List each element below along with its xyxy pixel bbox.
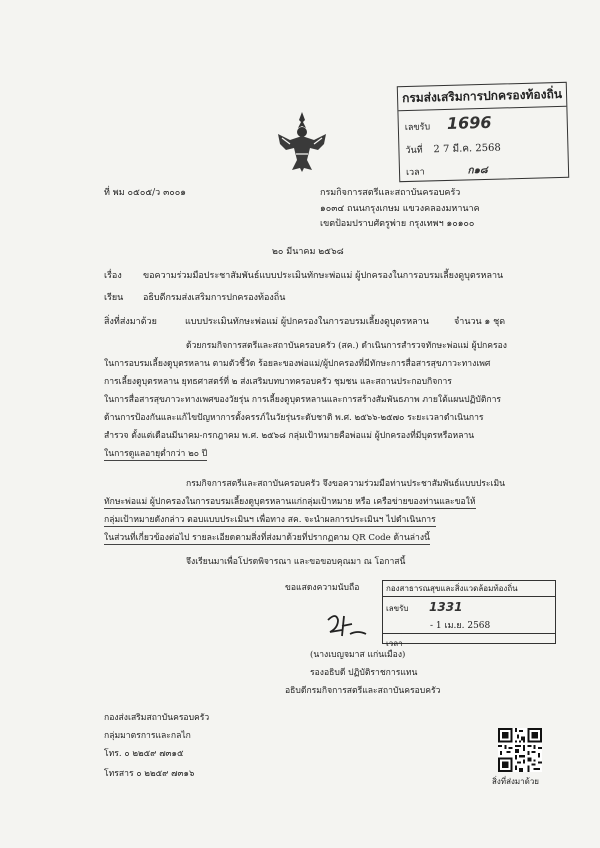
time-label: เวลา <box>386 639 403 648</box>
signer-position-1: รองอธิบดี ปฏิบัติราชการแทน <box>310 668 418 678</box>
receive-stamp-top <box>397 82 569 182</box>
para2-line: ทักษะพ่อแม่ ผู้ปกครองในการอบรมเลี้ยงดูบุตรหลานแก่กลุ่มเป้าหมาย หรือ เครือข่ายของท่านและขอให้ <box>104 497 476 507</box>
to-label: เรียน <box>104 293 124 303</box>
receive-number: 1331 <box>429 600 463 614</box>
footer-division: กองส่งเสริมสถาบันครอบครัว <box>104 713 210 723</box>
stamp-title: กองสาธารณสุขและสิ่งแวดล้อมท้องถิ่น <box>383 581 555 597</box>
signature-mark <box>322 610 370 644</box>
garuda-emblem-icon <box>274 110 330 174</box>
enclosure-label: สิ่งที่ส่งมาด้วย <box>104 317 157 327</box>
para1-line: ในการอบรมเลี้ยงดูบุตรหลาน ตามตัวชี้วัด ร้อยละของพ่อแม่/ผู้ปกครองที่มีทักษะการสื่อสารสุขภาวะทางเพศ <box>104 359 491 369</box>
para3-line: จึงเรียนมาเพื่อโปรดพิจารณา และขอขอบคุณมา ณ โอกาสนี้ <box>186 557 406 567</box>
receive-label: เลขรับ <box>404 122 431 134</box>
time-value: ก๑๘ <box>467 164 488 177</box>
signer-position-2: อธิบดีกรมกิจการสตรีและสถาบันครอบครัว <box>285 686 441 696</box>
time-label: เวลา <box>405 167 425 179</box>
receive-number: 1696 <box>446 112 492 133</box>
para1-line: ในการสื่อสารสุขภาวะทางเพศของวัยรุ่น การเลี้ยงดูบุตรหลานและการสร้างสัมพันธภาพ ภายใต้แผนปฏิบัติการ <box>104 395 502 405</box>
org-address-line1: ๑๐๓๔ ถนนกรุงเกษม แขวงคลองมหานาค <box>320 204 480 214</box>
date-value: 2 7 มี.ค. 2568 <box>433 142 501 156</box>
para1-line: ในการดูแลอายุต่ำกว่า ๒๐ ปี <box>104 449 208 459</box>
qr-caption: สิ่งที่ส่งมาด้วย <box>492 777 539 786</box>
para1-line: การเลี้ยงดูบุตรหลาน ยุทธศาสตร์ที่ ๒ ส่งเสริมบทบาทครอบครัว ชุมชน และสถานประกอบกิจการ <box>104 377 452 387</box>
closing-regards: ขอแสดงความนับถือ <box>285 583 360 593</box>
stamp-title: กรมส่งเสริมการปกครองท้องถิ่น <box>398 83 567 111</box>
date-label: วันที่ <box>405 145 423 157</box>
enclosure-qty: จำนวน ๑ ชุด <box>454 317 506 327</box>
para1-line: ด้วยกรมกิจการสตรีและสถาบันครอบครัว (สค.) ดำเนินการสำรวจทักษะพ่อแม่ ผู้ปกครอง <box>186 341 507 351</box>
qr-code-icon[interactable] <box>498 728 542 772</box>
receive-stamp-bottom <box>382 580 556 648</box>
para1-line: ด้านการป้องกันและแก้ไขปัญหาการตั้งครรภ์ในวัยรุ่นระดับชาติ พ.ศ. ๒๕๖๖-๒๕๗๐ ระยะเวลาดำเนินการ <box>104 413 484 423</box>
org-name: กรมกิจการสตรีและสถาบันครอบครัว <box>320 188 461 198</box>
org-address-line2: เขตป้อมปราบศัตรูพ่าย กรุงเทพฯ ๑๐๑๐๐ <box>320 219 475 229</box>
receive-label: เลขรับ <box>386 604 409 613</box>
doc-number: ที่ พม ๐๕๐๕/ว ๓๐๐๑ <box>104 188 186 198</box>
para2-line: ในส่วนที่เกี่ยวข้องต่อไป รายละเอียดตามสิ่งที่ส่งมาด้วยที่ปรากฏตาม QR Code ด้านล่างนี้ <box>104 533 430 543</box>
enclosure-text: แบบประเมินทักษะพ่อแม่ ผู้ปกครองในการอบรมเลี้ยงดูบุตรหลาน <box>185 317 429 327</box>
signer-name: (นางเบญจมาส แก่นเมือง) <box>310 650 406 660</box>
to-text: อธิบดีกรมส่งเสริมการปกครองท้องถิ่น <box>143 293 286 303</box>
para1-line: สำรวจ ตั้งแต่เดือนมีนาคม-กรกฎาคม พ.ศ. ๒๕๖๘ กลุ่มเป้าหมายคือพ่อแม่ ผู้ปกครองที่มีบุตรหรือหลาน <box>104 431 475 441</box>
para2-line: กรมกิจการสตรีและสถาบันครอบครัว จึงขอความร่วมมือท่านประชาสัมพันธ์แบบประเมิน <box>186 479 506 489</box>
date-value: - 1 เม.ย. 2568 <box>430 621 491 631</box>
footer-group: กลุ่มมาตรการและกลไก <box>104 731 191 741</box>
footer-tel: โทร. ๐ ๒๒๕๙ ๗๓๑๕ <box>104 749 184 759</box>
footer-fax: โทรสาร ๐ ๒๒๕๙ ๗๓๑๖ <box>104 769 195 779</box>
para2-line: กลุ่มเป้าหมายดังกล่าว ตอบแบบประเมินฯ เพื่อทาง สค. จะนำผลการประเมินฯ ไปดำเนินการ <box>104 515 436 525</box>
subject-label: เรื่อง <box>104 271 122 281</box>
letter-date: ๒๐ มีนาคม ๒๕๖๘ <box>272 247 344 257</box>
subject-text: ขอความร่วมมือประชาสัมพันธ์แบบประเมินทักษะพ่อแม่ ผู้ปกครองในการอบรมเลี้ยงดูบุตรหลาน <box>143 271 504 281</box>
